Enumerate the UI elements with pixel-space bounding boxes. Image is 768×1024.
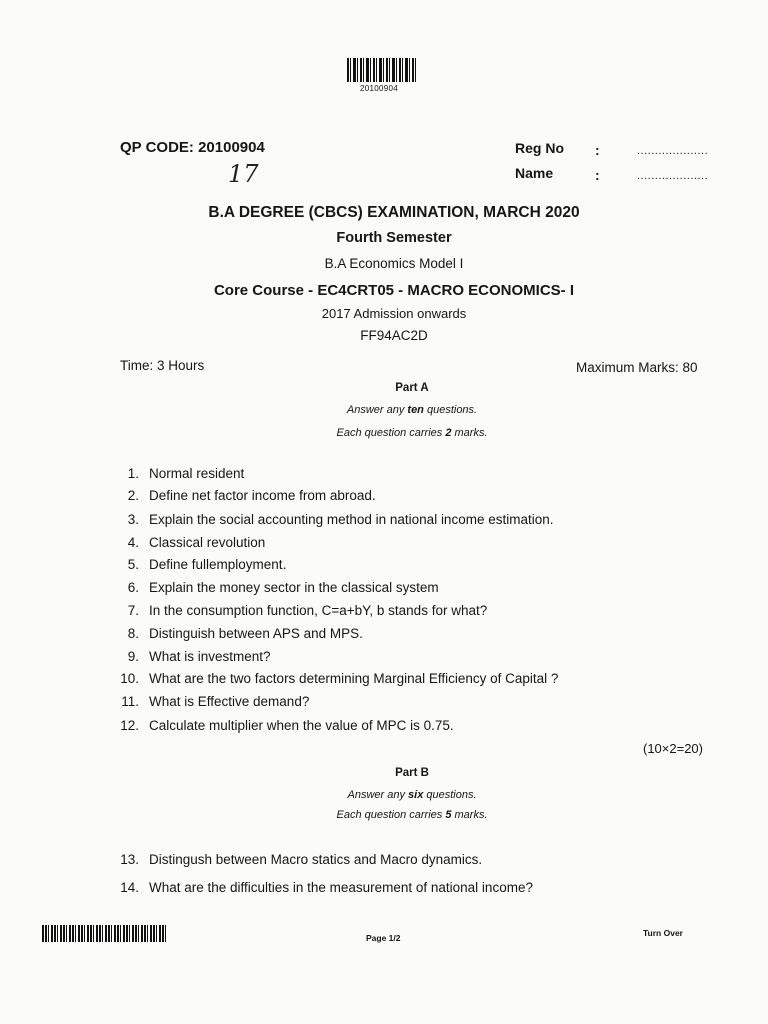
course-title: Core Course - EC4CRT05 - MACRO ECONOMICS- I (213, 282, 575, 299)
maximum-marks: Maximum Marks: 80 (576, 360, 698, 375)
turn-over-note: Turn Over (643, 928, 683, 938)
question-13: 13. Distingush between Macro statics and Macro dynamics. (120, 852, 483, 867)
question-10: 10. What are the two factors determining Marginal Efficiency of Capital ? (120, 671, 559, 686)
programme: B.A Economics Model I (324, 256, 464, 271)
reg-no-label: Reg No (515, 140, 564, 156)
part-b-title: Part B (395, 767, 429, 779)
reg-no-colon: : (595, 142, 600, 158)
barcode-number: 20100904 (360, 84, 398, 93)
part-b-instruction-1: Answer any six questions. (347, 789, 477, 801)
name-colon: : (595, 167, 600, 183)
part-b-instruction-2: Each question carries 5 marks. (336, 809, 488, 821)
name-label: Name (515, 165, 554, 181)
question-11: 11. What is Effective demand? (121, 694, 310, 709)
question-9: 9. What is investment? (127, 649, 271, 664)
qp-code: QP CODE: 20100904 (120, 139, 265, 156)
question-14: 14. What are the difficulties in the measurement of national income? (120, 880, 533, 895)
question-12: 12. Calculate multiplier when the value of MPC is 0.75. (120, 718, 454, 733)
part-a-instruction-2: Each question carries 2 marks. (336, 427, 488, 439)
part-a-instruction-1: Answer any ten questions. (346, 404, 478, 416)
reg-no-blank[interactable]: .................... (637, 145, 709, 157)
question-7: 7. In the consumption function, C=a+bY, b stands for what? (127, 603, 488, 618)
question-6: 6. Explain the money sector in the classical system (127, 580, 439, 595)
question-3: 3. Explain the social accounting method in national income estimation. (127, 512, 554, 527)
semester: Fourth Semester (336, 230, 452, 246)
part-a-score: (10×2=20) (643, 741, 703, 756)
question-2: 2. Define net factor income from abroad. (127, 488, 376, 503)
barcode-image (347, 58, 417, 82)
time-allowed: Time: 3 Hours (120, 358, 205, 373)
exam-title: B.A DEGREE (CBCS) EXAMINATION, MARCH 2020 (208, 204, 580, 221)
name-blank[interactable]: .................... (637, 170, 709, 182)
question-5: 5. Define fullemployment. (127, 557, 287, 572)
footer-barcode-image (42, 925, 168, 942)
handwritten-number: 17 (228, 160, 259, 188)
part-a-title: Part A (395, 382, 429, 394)
admission-note: 2017 Admission onwards (321, 306, 467, 321)
paper-code: FF94AC2D (360, 328, 428, 343)
question-1: 1. Normal resident (127, 466, 245, 481)
question-8: 8. Distinguish between APS and MPS. (127, 626, 363, 641)
question-4: 4. Classical revolution (127, 535, 266, 550)
page-number: Page 1/2 (366, 933, 401, 943)
